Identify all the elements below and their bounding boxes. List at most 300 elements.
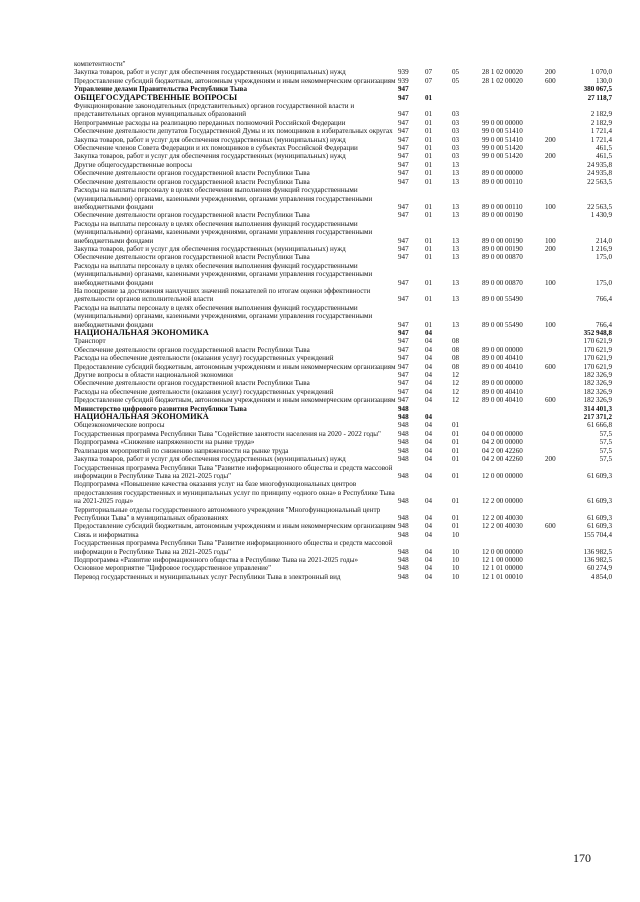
row-target-article: 04 2 00 42260: [482, 455, 523, 464]
row-amount: 130,0: [596, 76, 612, 85]
row-subsection-code: 01: [452, 429, 460, 438]
row-gr-code: 948: [398, 471, 409, 480]
row-subsection-code: 13: [452, 244, 460, 253]
row-amount: 61 609,3: [587, 522, 612, 531]
row-name: Функционирование законодательных (представительных) органов государственной власти и представительных органов муниципальных образований: [74, 102, 355, 119]
row-section-code: 01: [425, 93, 433, 102]
row-gr-code: 948: [398, 572, 409, 581]
row-section-code: 01: [425, 320, 433, 329]
row-amount: 766,4: [596, 295, 612, 304]
row-subsection-code: 13: [452, 169, 460, 178]
row-subsection-code: 13: [452, 278, 460, 287]
row-expense-type: [545, 329, 566, 337]
row-gr-code: 948: [398, 438, 409, 447]
row-gr-code: 948: [398, 455, 409, 464]
row-target-article: [482, 102, 545, 119]
row-expense-type: [545, 413, 566, 421]
row-expense-type: [545, 169, 566, 177]
row-amount: 22 563,5: [587, 177, 612, 186]
row-gr-code: 947: [398, 144, 409, 153]
row-expense-type: [545, 119, 566, 127]
row-name: Управление делами Правительства Республики Тыва: [74, 85, 248, 94]
table-row: [74, 253, 612, 261]
row-subsection-code: 01: [452, 455, 460, 464]
table-row: [74, 447, 612, 455]
row-section-code: 01: [425, 295, 433, 304]
row-gr-code: 948: [398, 446, 409, 455]
row-amount: 155 704,4: [583, 530, 612, 539]
row-gr-code: 948: [398, 530, 409, 539]
row-target-article: 12 0 00 00000: [482, 547, 523, 556]
row-expense-type: [545, 60, 566, 68]
row-subsection-code: 10: [452, 555, 460, 564]
row-name: Предоставление субсидий бюджетным, автономным учреждениям и иным некоммерческим организациям: [74, 396, 396, 405]
row-gr-code: 948: [398, 564, 409, 573]
table-row: [74, 304, 612, 329]
row-gr-code: 948: [398, 497, 409, 506]
row-amount: [566, 60, 612, 68]
row-expense-type: 100: [545, 202, 556, 211]
row-section-code: 01: [425, 211, 433, 220]
row-expense-type: [545, 564, 566, 572]
row-expense-type: 600: [545, 362, 556, 371]
row-subsection-code: 13: [452, 202, 460, 211]
row-name: Перевод государственных и муниципальных услуг Республики Тыва в электронный вид: [74, 572, 341, 581]
row-target-article: [482, 405, 545, 413]
row-section-code: 01: [425, 169, 433, 178]
row-expense-type: [545, 127, 566, 135]
row-subsection-code: 12: [452, 379, 460, 388]
row-expense-type: 200: [545, 244, 556, 253]
row-gr-code: 947: [398, 110, 409, 119]
row-subsection-code: 13: [452, 211, 460, 220]
row-section-code: [425, 60, 452, 68]
row-expense-type: [545, 85, 566, 93]
row-section-code: 01: [425, 278, 433, 287]
row-expense-type: [545, 211, 566, 219]
table-row: [74, 556, 612, 564]
row-gr-code: 947: [398, 93, 409, 102]
row-target-article: 04 2 00 42260: [482, 446, 523, 455]
row-expense-type: [545, 178, 566, 186]
row-gr-code: 948: [398, 429, 409, 438]
table-row: [74, 506, 612, 523]
row-name: Государственная программа Республики Тыва "Содействие занятости населения на 2020 - 2022 годы": [74, 429, 381, 438]
row-amount: 175,0: [596, 253, 612, 262]
row-name: ОБЩЕГОСУДАРСТВЕННЫЕ ВОПРОСЫ: [74, 92, 238, 102]
table-row: [74, 152, 612, 160]
row-target-article: 89 0 00 00110: [482, 177, 523, 186]
row-subsection-code: [452, 85, 482, 93]
row-name: Закупка товаров, работ и услуг для обеспечения государственных (муниципальных) нужд: [74, 152, 346, 161]
row-amount: 27 118,7: [587, 93, 612, 102]
row-expense-type: 200: [545, 68, 556, 77]
row-amount: 57,5: [599, 429, 612, 438]
row-amount: 182 326,9: [583, 387, 612, 396]
row-subsection-code: 01: [452, 497, 460, 506]
table-row: [74, 77, 612, 85]
row-gr-code: 947: [398, 362, 409, 371]
row-gr-code: 947: [398, 396, 409, 405]
row-gr-code: 947: [398, 202, 409, 211]
row-amount: 57,5: [599, 455, 612, 464]
row-name: Связь и информатика: [74, 530, 139, 539]
row-amount: 1 070,0: [590, 68, 612, 77]
row-amount: 1 721,4: [590, 127, 612, 136]
row-target-article: 12 1 01 00000: [482, 564, 523, 573]
row-section-code: 04: [425, 497, 433, 506]
row-amount: 1 721,4: [590, 135, 612, 144]
row-gr-code: 947: [398, 152, 409, 161]
row-target-article: 89 0 00 00000: [482, 379, 523, 388]
row-amount: 461,5: [596, 152, 612, 161]
row-amount: 136 982,5: [583, 555, 612, 564]
row-section-code: 04: [425, 522, 433, 531]
row-target-article: [482, 94, 545, 102]
table-row: [74, 94, 612, 102]
table-row: [74, 262, 612, 287]
row-amount: 61 609,3: [587, 513, 612, 522]
row-section-code: 04: [425, 345, 433, 354]
row-target-article: 89 0 00 55490: [482, 320, 523, 329]
row-name: компетентности": [74, 60, 126, 68]
row-subsection-code: 12: [452, 396, 460, 405]
row-name: Обеспечение деятельности органов государственной власти Республики Тыва: [74, 253, 310, 262]
row-subsection-code: 08: [452, 337, 460, 346]
row-target-article: 12 0 00 00000: [482, 471, 523, 480]
row-name: Обеспечение деятельности депутатов Государственной Думы и их помощников в избирательных округах: [74, 127, 393, 136]
row-expense-type: 600: [545, 522, 556, 531]
row-section-code: 01: [425, 160, 433, 169]
row-subsection-code: 10: [452, 530, 460, 539]
row-expense-type: [545, 161, 566, 169]
row-name: Государственная программа Республики Тыва "Развитие информационного общества и средств массовой информации в Республике Тыва на 2021-2025 годы": [74, 539, 393, 556]
row-target-article: 28 1 02 00020: [482, 76, 523, 85]
table-row: [74, 480, 612, 505]
row-gr-code: 947: [398, 253, 409, 262]
row-name: Общеэкономические вопросы: [74, 421, 165, 430]
row-amount: 170 621,9: [583, 362, 612, 371]
row-amount: 380 067,5: [583, 85, 612, 94]
row-subsection-code: 10: [452, 572, 460, 581]
row-target-article: 99 0 00 51410: [482, 135, 523, 144]
row-target-article: [482, 337, 545, 345]
row-target-article: 89 0 00 40410: [482, 354, 523, 363]
row-expense-type: 600: [545, 76, 556, 85]
row-name: На поощрение за достижения наилучших значений показателей по итогам оценки эффективности деятельности органов исполнительной власти: [74, 286, 371, 304]
row-name: Подпрограмма «Повышение качества оказания услуг на базе многофункциональных центров предоставления государственных и муниципальных услуг по принципу «одного окна» в Республике Тыва на 2021-2025 годы»: [74, 480, 395, 506]
row-target-article: [482, 329, 545, 337]
row-section-code: 04: [425, 530, 433, 539]
row-subsection-code: 12: [452, 387, 460, 396]
row-section-code: 01: [425, 118, 433, 127]
budget-table: [74, 60, 612, 581]
row-target-article: 89 0 00 00190: [482, 211, 523, 220]
row-subsection-code: 08: [452, 345, 460, 354]
row-section-code: 04: [425, 354, 433, 363]
row-target-article: 28 1 02 00020: [482, 68, 523, 77]
row-subsection-code: [452, 413, 482, 421]
table-row: [74, 438, 612, 446]
row-subsection-code: 03: [452, 135, 460, 144]
row-section-code: 04: [425, 371, 433, 380]
row-gr-code: 947: [398, 244, 409, 253]
row-name: Реализация мероприятий по снижению напряженности на рынке труда: [74, 446, 289, 455]
row-expense-type: 200: [545, 455, 556, 464]
row-target-article: 12 2 00 40030: [482, 513, 523, 522]
row-gr-code: 948: [398, 413, 409, 422]
row-gr-code: 947: [398, 320, 409, 329]
row-expense-type: [545, 337, 566, 345]
row-name: Расходы на обеспечение деятельности (оказания услуг) государственных учреждений: [74, 354, 334, 363]
row-name: Закупка товаров, работ и услуг для обеспечения государственных (муниципальных) нужд: [74, 455, 346, 464]
row-subsection-code: 08: [452, 362, 460, 371]
table-row: [74, 573, 612, 581]
table-row: [74, 211, 612, 219]
row-gr-code: 948: [398, 421, 409, 430]
row-section-code: 01: [425, 244, 433, 253]
row-gr-code: [398, 60, 425, 68]
row-gr-code: 948: [398, 522, 409, 531]
row-name: Предоставление субсидий бюджетным, автономным учреждениям и иным некоммерческим организациям: [74, 76, 396, 85]
table-row: [74, 379, 612, 387]
table-row: [74, 354, 612, 362]
row-amount: 170 621,9: [583, 345, 612, 354]
row-amount: 60 274,9: [587, 564, 612, 573]
row-expense-type: [545, 430, 566, 438]
row-expense-type: [545, 447, 566, 455]
row-name: Территориальные отделы государственного автономного учреждения "Многофункциональный центр Республики Тыва" в муниципальных образованиях: [74, 505, 381, 522]
row-target-article: 89 0 00 00190: [482, 236, 523, 245]
row-amount: 461,5: [596, 144, 612, 153]
row-target-article: 99 0 00 51420: [482, 144, 523, 153]
row-subsection-code: 01: [452, 438, 460, 447]
row-name: Министерство цифрового развития Республики Тыва: [74, 404, 247, 413]
row-target-article: 99 0 00 51410: [482, 127, 523, 136]
row-target-article: 89 0 00 00190: [482, 244, 523, 253]
row-amount: 2 182,9: [590, 118, 612, 127]
row-expense-type: 600: [545, 396, 556, 405]
row-gr-code: 947: [398, 387, 409, 396]
table-row: [74, 119, 612, 127]
table-row: [74, 144, 612, 152]
row-name: НАЦИОНАЛЬНАЯ ЭКОНОМИКА: [74, 412, 209, 422]
row-name: Основное мероприятие "Цифровое государственное управление": [74, 564, 272, 573]
row-amount: 61 609,3: [587, 471, 612, 480]
row-amount: 24 935,8: [587, 160, 612, 169]
table-row: [74, 346, 612, 354]
row-subsection-code: 12: [452, 371, 460, 380]
row-section-code: 04: [425, 387, 433, 396]
row-name: Транспорт: [74, 337, 106, 346]
row-target-article: 04 2 00 00000: [482, 438, 523, 447]
row-expense-type: [545, 556, 566, 564]
row-expense-type: [545, 287, 566, 304]
row-expense-type: 200: [545, 152, 556, 161]
row-gr-code: 948: [398, 404, 409, 413]
row-gr-code: 947: [398, 329, 409, 337]
row-section-code: [425, 405, 452, 413]
row-expense-type: 200: [545, 135, 556, 144]
row-name: Другие вопросы в области национальной экономики: [74, 371, 233, 380]
row-subsection-code: 03: [452, 110, 460, 119]
row-subsection-code: 05: [452, 76, 460, 85]
row-expense-type: [545, 539, 566, 556]
row-gr-code: 947: [398, 337, 409, 346]
row-subsection-code: [452, 94, 482, 102]
table-row: [74, 220, 612, 245]
row-name: Расходы на выплаты персоналу в целях обеспечения выполнения функций государственными (муниципальными) органами, казенными учреждениями, органами управления государственными внебюджетными фондами: [74, 219, 373, 245]
row-gr-code: 947: [398, 278, 409, 287]
row-amount: 61 666,8: [587, 421, 612, 430]
row-name: Расходы на выплаты персоналу в целях обеспечения выполнения функций государственными (муниципальными) органами, казенными учреждениями, органами управления государственными внебюджетными фондами: [74, 303, 373, 329]
row-target-article: 89 0 00 40410: [482, 387, 523, 396]
row-expense-type: [545, 531, 566, 539]
row-gr-code: 947: [398, 345, 409, 354]
row-section-code: 01: [425, 135, 433, 144]
row-expense-type: [545, 405, 566, 413]
row-section-code: 07: [425, 68, 433, 77]
row-name: Обеспечение деятельности органов государственной власти Республики Тыва: [74, 379, 310, 388]
row-target-article: 12 1 01 00010: [482, 572, 523, 581]
row-gr-code: 947: [398, 379, 409, 388]
row-gr-code: 947: [398, 127, 409, 136]
row-subsection-code: 13: [452, 320, 460, 329]
row-expense-type: [545, 388, 566, 396]
page-number: 170: [573, 851, 591, 865]
row-section-code: 04: [425, 564, 433, 573]
row-amount: 766,4: [596, 320, 612, 329]
row-amount: 352 948,8: [583, 329, 612, 337]
row-subsection-code: 01: [452, 513, 460, 522]
row-name: Другие общегосударственные вопросы: [74, 160, 192, 169]
table-row: [74, 371, 612, 379]
table-row: [74, 337, 612, 345]
row-target-article: [482, 85, 545, 93]
table-row: [74, 329, 612, 337]
row-target-article: 89 0 00 40410: [482, 362, 523, 371]
row-subsection-code: 08: [452, 354, 460, 363]
row-target-article: 04 0 00 00000: [482, 429, 523, 438]
row-expense-type: [545, 506, 566, 523]
row-amount: 22 563,5: [587, 202, 612, 211]
row-amount: 182 326,9: [583, 396, 612, 405]
table-row: [74, 464, 612, 481]
row-expense-type: [545, 438, 566, 446]
row-gr-code: 948: [398, 547, 409, 556]
table-row: [74, 245, 612, 253]
table-row: [74, 178, 612, 186]
row-name: Закупка товаров, работ и услуг для обеспечения государственных (муниципальных) нужд: [74, 135, 346, 144]
row-target-article: 89 0 00 00110: [482, 202, 523, 211]
row-section-code: 04: [425, 513, 433, 522]
row-amount: 1 430,9: [590, 211, 612, 220]
table-row: [74, 127, 612, 135]
row-name: Обеспечение деятельности органов государственной власти Республики Тыва: [74, 177, 310, 186]
row-amount: 175,0: [596, 278, 612, 287]
row-subsection-code: 13: [452, 236, 460, 245]
row-expense-type: [545, 94, 566, 102]
row-section-code: 04: [425, 555, 433, 564]
row-section-code: 04: [425, 438, 433, 447]
row-gr-code: 947: [398, 354, 409, 363]
row-section-code: 04: [425, 547, 433, 556]
row-subsection-code: 13: [452, 160, 460, 169]
table-row: [74, 161, 612, 169]
row-name: Закупка товаров, работ и услуг для обеспечения государственных (муниципальных) нужд: [74, 244, 346, 253]
row-target-article: [482, 161, 545, 169]
row-section-code: 04: [425, 362, 433, 371]
row-name: Предоставление субсидий бюджетным, автономным учреждениям и иным некоммерческим организациям: [74, 362, 396, 371]
row-expense-type: [545, 371, 566, 379]
row-expense-type: 100: [545, 320, 556, 329]
table-row: [74, 363, 612, 371]
row-section-code: 01: [425, 110, 433, 119]
row-name: Закупка товаров, работ и услуг для обеспечения государственных (муниципальных) нужд: [74, 68, 346, 77]
row-gr-code: 939: [398, 76, 409, 85]
row-gr-code: 947: [398, 371, 409, 380]
row-target-article: [482, 371, 545, 379]
row-subsection-code: 03: [452, 127, 460, 136]
row-target-article: 99 0 00 00000: [482, 118, 523, 127]
row-expense-type: [545, 346, 566, 354]
row-section-code: 04: [425, 379, 433, 388]
row-section-code: 01: [425, 144, 433, 153]
row-gr-code: 947: [398, 295, 409, 304]
row-amount: 214,0: [596, 236, 612, 245]
row-amount: 4 854,0: [590, 572, 612, 581]
row-section-code: 04: [425, 572, 433, 581]
row-section-code: 01: [425, 127, 433, 136]
row-section-code: 04: [425, 329, 433, 337]
table-row: [74, 413, 612, 421]
row-expense-type: [545, 253, 566, 261]
row-subsection-code: 03: [452, 144, 460, 153]
row-subsection-code: 01: [452, 471, 460, 480]
row-expense-type: [545, 421, 566, 429]
row-amount: 170 621,9: [583, 337, 612, 346]
row-gr-code: 947: [398, 118, 409, 127]
row-name: Обеспечение деятельности органов государственной власти Республики Тыва: [74, 345, 310, 354]
table-row: [74, 539, 612, 556]
row-amount: 170 621,9: [583, 354, 612, 363]
row-subsection-code: 03: [452, 152, 460, 161]
row-subsection-code: [452, 405, 482, 413]
row-section-code: 01: [425, 177, 433, 186]
row-gr-code: 947: [398, 169, 409, 178]
row-amount: 217 371,2: [583, 413, 612, 422]
row-section-code: [425, 85, 452, 93]
row-gr-code: 948: [398, 555, 409, 564]
row-name: Подпрограмма «Развитие информационного общества в Республике Тыва на 2021-2025 годы»: [74, 555, 359, 564]
row-name: Обеспечение членов Совета Федерации и их помощников в субъектах Российской Федерации: [74, 144, 358, 153]
row-amount: 182 326,9: [583, 379, 612, 388]
row-gr-code: 947: [398, 135, 409, 144]
table-row: [74, 522, 612, 530]
row-gr-code: 947: [398, 211, 409, 220]
row-name: Обеспечение деятельности органов государственной власти Республики Тыва: [74, 211, 310, 220]
row-target-article: 99 0 00 51420: [482, 152, 523, 161]
table-row: [74, 564, 612, 572]
row-section-code: 01: [425, 202, 433, 211]
row-target-article: 89 0 00 40410: [482, 396, 523, 405]
row-name: Расходы на выплаты персоналу в целях обеспечения выполнения функций государственными (муниципальными) органами, казенными учреждениями, органами управления государственными внебюджетными фондами: [74, 186, 373, 211]
row-amount: 182 326,9: [583, 371, 612, 380]
row-section-code: 04: [425, 446, 433, 455]
row-subsection-code: 01: [452, 446, 460, 455]
row-subsection-code: 10: [452, 564, 460, 573]
row-amount: 2 182,9: [590, 110, 612, 119]
